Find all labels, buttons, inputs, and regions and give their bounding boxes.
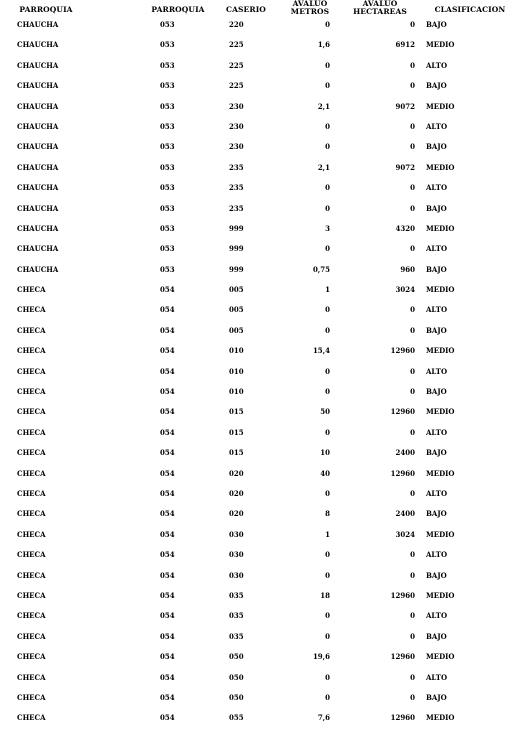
cell-parroquia: CHECA <box>17 550 46 560</box>
cell-caserio: 005 <box>229 305 244 315</box>
cell-parroquia: CHECA <box>17 590 46 600</box>
cell-avaluo-metros: 7,6 <box>317 713 330 723</box>
cell-avaluo-metros: 0 <box>325 325 330 335</box>
cell-avaluo-metros: 0,75 <box>312 264 330 274</box>
cell-parroquia: CHECA <box>17 631 46 641</box>
cell-codigo: 054 <box>160 427 175 437</box>
cell-parroquia: CHECA <box>17 366 46 376</box>
cell-avaluo-metros: 18 <box>320 590 330 600</box>
cell-avaluo-hectareas: 0 <box>410 244 415 254</box>
cell-avaluo-hectareas: 0 <box>410 305 415 315</box>
cell-avaluo-metros: 0 <box>325 121 330 131</box>
cell-codigo: 054 <box>160 550 175 560</box>
cell-clasificacion: ALTO <box>426 244 448 254</box>
cell-parroquia: CHECA <box>17 448 46 458</box>
cell-avaluo-hectareas: 0 <box>410 387 415 397</box>
cell-avaluo-metros: 0 <box>325 366 330 376</box>
cell-clasificacion: MEDIO <box>426 713 455 723</box>
cell-clasificacion: ALTO <box>426 305 448 315</box>
cell-caserio: 015 <box>229 407 244 417</box>
cell-avaluo-hectareas: 12960 <box>390 713 415 723</box>
cell-parroquia: CHECA <box>17 692 46 702</box>
cell-parroquia: CHECA <box>17 468 46 478</box>
table-row <box>0 117 522 137</box>
cell-caserio: 030 <box>229 550 244 560</box>
cell-codigo: 053 <box>160 60 175 70</box>
cell-avaluo-hectareas: 0 <box>410 325 415 335</box>
table-row <box>0 97 522 117</box>
cell-codigo: 053 <box>160 142 175 152</box>
cell-avaluo-metros: 8 <box>325 509 330 519</box>
cell-avaluo-hectareas: 3024 <box>395 285 415 295</box>
table-row <box>0 341 522 361</box>
table-row <box>0 708 522 728</box>
cell-avaluo-hectareas: 12960 <box>390 652 415 662</box>
cell-avaluo-hectareas: 2400 <box>395 509 415 519</box>
cell-clasificacion: MEDIO <box>426 407 455 417</box>
cell-caserio: 050 <box>229 652 244 662</box>
cell-codigo: 054 <box>160 488 175 498</box>
cell-clasificacion: ALTO <box>426 427 448 437</box>
cell-codigo: 053 <box>160 264 175 274</box>
cell-avaluo-metros: 1 <box>325 285 330 295</box>
cell-clasificacion: ALTO <box>426 60 448 70</box>
cell-clasificacion: ALTO <box>426 183 448 193</box>
cell-caserio: 999 <box>229 244 244 254</box>
cell-avaluo-hectareas: 0 <box>410 183 415 193</box>
cell-avaluo-metros: 0 <box>325 631 330 641</box>
cell-avaluo-hectareas: 0 <box>410 121 415 131</box>
header-parroquia: PARROQUIA <box>19 5 73 14</box>
cell-avaluo-metros: 0 <box>325 427 330 437</box>
table-row <box>0 199 522 219</box>
cell-codigo: 054 <box>160 448 175 458</box>
cell-clasificacion: BAJO <box>426 387 447 397</box>
cell-codigo: 053 <box>160 244 175 254</box>
cell-codigo: 054 <box>160 590 175 600</box>
table-row <box>0 219 522 239</box>
cell-parroquia: CHECA <box>17 611 46 621</box>
cell-avaluo-hectareas: 0 <box>410 20 415 29</box>
cell-caserio: 230 <box>229 142 244 152</box>
cell-caserio: 010 <box>229 346 244 356</box>
cell-avaluo-hectareas: 960 <box>400 264 415 274</box>
cell-avaluo-metros: 0 <box>325 570 330 580</box>
header-avaluo-hectareas-line2: HECTAREAS <box>353 7 407 16</box>
table-row <box>0 300 522 320</box>
table-row <box>0 504 522 524</box>
cell-avaluo-hectareas: 0 <box>410 81 415 91</box>
cell-clasificacion: BAJO <box>426 142 447 152</box>
cell-caserio: 035 <box>229 611 244 621</box>
cell-caserio: 005 <box>229 285 244 295</box>
header-caserio: CASERIO <box>226 5 266 14</box>
cell-codigo: 054 <box>160 325 175 335</box>
cell-clasificacion: BAJO <box>426 631 447 641</box>
cell-clasificacion: BAJO <box>426 264 447 274</box>
cell-avaluo-hectareas: 0 <box>410 672 415 682</box>
cell-codigo: 053 <box>160 81 175 91</box>
table-row <box>0 178 522 198</box>
cell-codigo: 053 <box>160 162 175 172</box>
table-row <box>0 566 522 586</box>
cell-avaluo-hectareas: 0 <box>410 427 415 437</box>
cell-caserio: 235 <box>229 162 244 172</box>
cell-caserio: 020 <box>229 488 244 498</box>
cell-caserio: 225 <box>229 40 244 50</box>
cell-parroquia: CHECA <box>17 570 46 580</box>
cell-caserio: 030 <box>229 529 244 539</box>
cell-clasificacion: MEDIO <box>426 529 455 539</box>
cell-clasificacion: BAJO <box>426 81 447 91</box>
cell-codigo: 054 <box>160 468 175 478</box>
cell-parroquia: CHAUCHA <box>17 20 59 29</box>
cell-caserio: 020 <box>229 509 244 519</box>
cell-clasificacion: BAJO <box>426 692 447 702</box>
cell-caserio: 010 <box>229 366 244 376</box>
cell-clasificacion: MEDIO <box>426 590 455 600</box>
cell-clasificacion: MEDIO <box>426 40 455 50</box>
cell-clasificacion: MEDIO <box>426 468 455 478</box>
cell-codigo: 053 <box>160 223 175 233</box>
table-row <box>0 647 522 667</box>
cell-avaluo-metros: 19,6 <box>312 652 330 662</box>
cell-clasificacion: MEDIO <box>426 101 455 111</box>
cell-avaluo-metros: 0 <box>325 692 330 702</box>
table-row <box>0 137 522 157</box>
cell-caserio: 225 <box>229 60 244 70</box>
cell-caserio: 035 <box>229 590 244 600</box>
table-row <box>0 586 522 606</box>
cell-parroquia: CHECA <box>17 672 46 682</box>
cell-avaluo-metros: 0 <box>325 183 330 193</box>
cell-avaluo-metros: 1,6 <box>317 40 330 50</box>
cell-avaluo-metros: 10 <box>320 448 330 458</box>
table-body <box>0 15 522 729</box>
cell-parroquia: CHECA <box>17 325 46 335</box>
cell-avaluo-hectareas: 0 <box>410 570 415 580</box>
cell-avaluo-hectareas: 0 <box>410 631 415 641</box>
cell-codigo: 054 <box>160 366 175 376</box>
cell-parroquia: CHAUCHA <box>17 81 59 91</box>
cell-parroquia: CHAUCHA <box>17 264 59 274</box>
table-row <box>0 280 522 300</box>
cell-parroquia: CHECA <box>17 488 46 498</box>
cell-avaluo-metros: 0 <box>325 60 330 70</box>
cell-parroquia: CHECA <box>17 285 46 295</box>
cell-clasificacion: BAJO <box>426 509 447 519</box>
cell-caserio: 230 <box>229 121 244 131</box>
table-row <box>0 402 522 422</box>
cell-avaluo-metros: 0 <box>325 672 330 682</box>
cell-codigo: 054 <box>160 652 175 662</box>
cell-caserio: 225 <box>229 81 244 91</box>
cell-avaluo-hectareas: 0 <box>410 366 415 376</box>
cell-avaluo-metros: 2,1 <box>317 162 330 172</box>
cell-parroquia: CHECA <box>17 713 46 723</box>
cell-caserio: 010 <box>229 387 244 397</box>
cell-caserio: 015 <box>229 427 244 437</box>
cell-codigo: 054 <box>160 713 175 723</box>
cell-avaluo-metros: 0 <box>325 244 330 254</box>
table-row <box>0 627 522 647</box>
cell-parroquia: CHAUCHA <box>17 244 59 254</box>
cell-codigo: 053 <box>160 121 175 131</box>
cell-caserio: 235 <box>229 183 244 193</box>
table-row <box>0 15 522 35</box>
cell-clasificacion: MEDIO <box>426 285 455 295</box>
cell-avaluo-metros: 1 <box>325 529 330 539</box>
cell-clasificacion: MEDIO <box>426 223 455 233</box>
cell-avaluo-hectareas: 12960 <box>390 468 415 478</box>
cell-parroquia: CHAUCHA <box>17 223 59 233</box>
cell-avaluo-hectareas: 9072 <box>395 101 415 111</box>
cell-clasificacion: BAJO <box>426 203 447 213</box>
cell-parroquia: CHAUCHA <box>17 60 59 70</box>
cell-clasificacion: BAJO <box>426 570 447 580</box>
cell-clasificacion: ALTO <box>426 611 448 621</box>
cell-codigo: 054 <box>160 631 175 641</box>
cell-avaluo-metros: 0 <box>325 203 330 213</box>
cell-avaluo-hectareas: 12960 <box>390 407 415 417</box>
cell-clasificacion: BAJO <box>426 448 447 458</box>
cell-clasificacion: MEDIO <box>426 162 455 172</box>
cell-clasificacion: ALTO <box>426 366 448 376</box>
table-row <box>0 464 522 484</box>
cell-avaluo-hectareas: 6912 <box>395 40 415 50</box>
table-row <box>0 382 522 402</box>
table-row <box>0 688 522 708</box>
cell-clasificacion: ALTO <box>426 121 448 131</box>
header-avaluo-hectareas-line1: AVALUO <box>362 0 398 8</box>
table-row <box>0 239 522 259</box>
cell-avaluo-hectareas: 0 <box>410 550 415 560</box>
cell-codigo: 053 <box>160 101 175 111</box>
cell-avaluo-hectareas: 12960 <box>390 346 415 356</box>
cell-parroquia: CHECA <box>17 305 46 315</box>
cell-parroquia: CHECA <box>17 652 46 662</box>
cell-codigo: 053 <box>160 203 175 213</box>
cell-codigo: 054 <box>160 692 175 702</box>
cell-codigo: 054 <box>160 305 175 315</box>
cell-caserio: 050 <box>229 692 244 702</box>
cell-avaluo-metros: 50 <box>320 407 330 417</box>
cell-avaluo-hectareas: 4320 <box>395 223 415 233</box>
cell-codigo: 053 <box>160 183 175 193</box>
cell-avaluo-hectareas: 0 <box>410 203 415 213</box>
cell-clasificacion: MEDIO <box>426 652 455 662</box>
table-row <box>0 545 522 565</box>
cell-avaluo-metros: 0 <box>325 550 330 560</box>
cell-clasificacion: ALTO <box>426 550 448 560</box>
cell-parroquia: CHAUCHA <box>17 162 59 172</box>
cell-caserio: 999 <box>229 223 244 233</box>
cell-avaluo-hectareas: 9072 <box>395 162 415 172</box>
cell-caserio: 005 <box>229 325 244 335</box>
cell-codigo: 054 <box>160 509 175 519</box>
table-row <box>0 525 522 545</box>
cell-avaluo-metros: 0 <box>325 81 330 91</box>
cell-caserio: 035 <box>229 631 244 641</box>
cell-clasificacion: BAJO <box>426 325 447 335</box>
cell-parroquia: CHECA <box>17 407 46 417</box>
cell-caserio: 220 <box>229 20 244 29</box>
cell-caserio: 020 <box>229 468 244 478</box>
table-row <box>0 76 522 96</box>
cell-parroquia: CHAUCHA <box>17 142 59 152</box>
table-row <box>0 56 522 76</box>
cell-parroquia: CHECA <box>17 427 46 437</box>
cell-caserio: 050 <box>229 672 244 682</box>
cell-avaluo-metros: 15,4 <box>312 346 330 356</box>
cell-codigo: 054 <box>160 285 175 295</box>
header-parroquia-codigo: PARROQUIA <box>151 5 205 14</box>
cell-clasificacion: ALTO <box>426 672 448 682</box>
header-avaluo-metros-line2: METROS <box>290 7 330 16</box>
cell-caserio: 230 <box>229 101 244 111</box>
cell-clasificacion: BAJO <box>426 20 447 29</box>
cell-avaluo-hectareas: 0 <box>410 60 415 70</box>
table-row <box>0 606 522 626</box>
cell-avaluo-hectareas: 0 <box>410 692 415 702</box>
cell-avaluo-metros: 0 <box>325 305 330 315</box>
table-row <box>0 484 522 504</box>
cell-avaluo-metros: 2,1 <box>317 101 330 111</box>
cell-avaluo-metros: 3 <box>325 223 330 233</box>
cell-caserio: 015 <box>229 448 244 458</box>
table-row <box>0 35 522 55</box>
cell-codigo: 054 <box>160 387 175 397</box>
cell-parroquia: CHECA <box>17 387 46 397</box>
table-row <box>0 443 522 463</box>
cell-parroquia: CHAUCHA <box>17 40 59 50</box>
table-row <box>0 423 522 443</box>
cell-caserio: 055 <box>229 713 244 723</box>
table-row <box>0 321 522 341</box>
cell-avaluo-hectareas: 12960 <box>390 590 415 600</box>
cell-caserio: 235 <box>229 203 244 213</box>
cell-avaluo-metros: 0 <box>325 488 330 498</box>
cell-avaluo-metros: 0 <box>325 20 330 29</box>
cell-parroquia: CHAUCHA <box>17 203 59 213</box>
cell-avaluo-hectareas: 3024 <box>395 529 415 539</box>
cell-codigo: 053 <box>160 40 175 50</box>
cell-avaluo-hectareas: 0 <box>410 142 415 152</box>
cell-parroquia: CHECA <box>17 509 46 519</box>
cell-caserio: 999 <box>229 264 244 274</box>
header-clasificacion: CLASIFICACION <box>434 5 506 14</box>
cell-codigo: 054 <box>160 611 175 621</box>
table-row <box>0 158 522 178</box>
table-row <box>0 668 522 688</box>
cell-codigo: 054 <box>160 570 175 580</box>
cell-parroquia: CHAUCHA <box>17 183 59 193</box>
cell-parroquia: CHAUCHA <box>17 101 59 111</box>
cell-parroquia: CHAUCHA <box>17 121 59 131</box>
cell-parroquia: CHECA <box>17 529 46 539</box>
header-avaluo-metros-line1: AVALUO <box>292 0 328 8</box>
cell-codigo: 054 <box>160 407 175 417</box>
table-row <box>0 362 522 382</box>
cell-caserio: 030 <box>229 570 244 580</box>
cell-codigo: 054 <box>160 529 175 539</box>
cell-clasificacion: MEDIO <box>426 346 455 356</box>
cell-codigo: 054 <box>160 672 175 682</box>
cell-clasificacion: ALTO <box>426 488 448 498</box>
cell-avaluo-metros: 0 <box>325 611 330 621</box>
cell-avaluo-hectareas: 0 <box>410 611 415 621</box>
table-row <box>0 260 522 280</box>
cell-parroquia: CHECA <box>17 346 46 356</box>
cell-codigo: 053 <box>160 20 175 29</box>
cell-codigo: 054 <box>160 346 175 356</box>
cell-avaluo-hectareas: 2400 <box>395 448 415 458</box>
cell-avaluo-metros: 0 <box>325 387 330 397</box>
cell-avaluo-metros: 40 <box>320 468 330 478</box>
cell-avaluo-metros: 0 <box>325 142 330 152</box>
cell-avaluo-hectareas: 0 <box>410 488 415 498</box>
